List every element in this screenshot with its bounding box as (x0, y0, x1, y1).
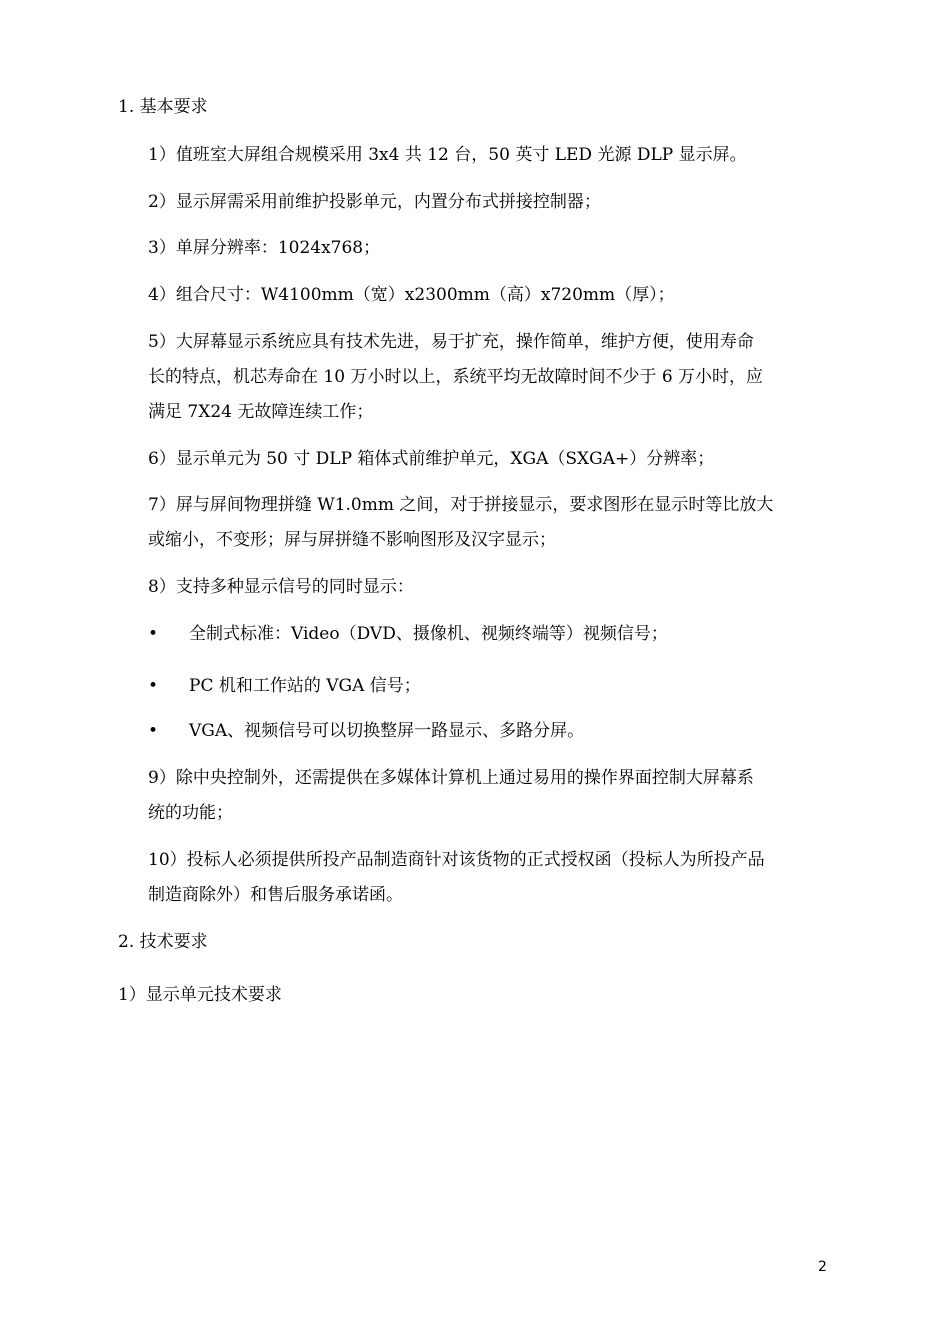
item-1: 1）值班室大屏组合规模采用 3x4 共 12 台，50 英寸 LED 光源 DLP 显示屏。 (148, 145, 747, 165)
item-2: 2）显示屏需采用前维护投影单元，内置分布式拼接控制器； (148, 192, 601, 212)
bullet-item-3: VGA、视频信号可以切换整屏一路显示、多路分屏。 (189, 721, 585, 741)
item-6: 6）显示单元为 50 寸 DLP 箱体式前维护单元，XGA（SXGA+）分辨率； (148, 449, 715, 469)
bullet-icon: • (148, 721, 159, 741)
subsection-display-unit: 1）显示单元技术要求 (118, 985, 282, 1005)
item-10-line-1: 10）投标人必须提供所投产品制造商针对该货物的正式授权函（投标人为所投产品 (148, 850, 765, 870)
bullet-item-1: 全制式标准：Video（DVD、摄像机、视频终端等）视频信号； (189, 624, 668, 644)
item-5-line-1: 5）大屏幕显示系统应具有技术先进，易于扩充，操作简单，维护方便，使用寿命 (148, 332, 754, 352)
section-heading-technical: 2. 技术要求 (118, 932, 208, 952)
item-5-line-2: 长的特点，机芯寿命在 10 万小时以上，系统平均无故障时间不少于 6 万小时，应 (148, 367, 764, 387)
item-3: 3）单屏分辨率：1024x768； (148, 238, 381, 258)
item-4: 4）组合尺寸：W4100mm（宽）x2300mm（高）x720mm（厚）； (148, 285, 675, 305)
item-9-line-2: 统的功能； (148, 803, 233, 823)
bullet-item-2: PC 机和工作站的 VGA 信号； (189, 676, 421, 696)
item-8: 8）支持多种显示信号的同时显示： (148, 577, 414, 597)
bullet-icon: • (148, 624, 159, 644)
bullet-icon: • (148, 676, 159, 696)
item-10-line-2: 制造商除外）和售后服务承诺函。 (148, 885, 403, 905)
item-7-line-2: 或缩小，不变形；屏与屏拼缝不影响图形及汉字显示； (148, 530, 556, 550)
page-number: 2 (818, 1259, 827, 1275)
item-7-line-1: 7）屏与屏间物理拼缝 W1.0mm 之间，对于拼接显示，要求图形在显示时等比放大 (148, 495, 774, 515)
section-heading-basic: 1. 基本要求 (118, 97, 208, 117)
item-5-line-3: 满足 7X24 无故障连续工作； (148, 402, 374, 422)
item-9-line-1: 9）除中央控制外，还需提供在多媒体计算机上通过易用的操作界面控制大屏幕系 (148, 768, 754, 788)
